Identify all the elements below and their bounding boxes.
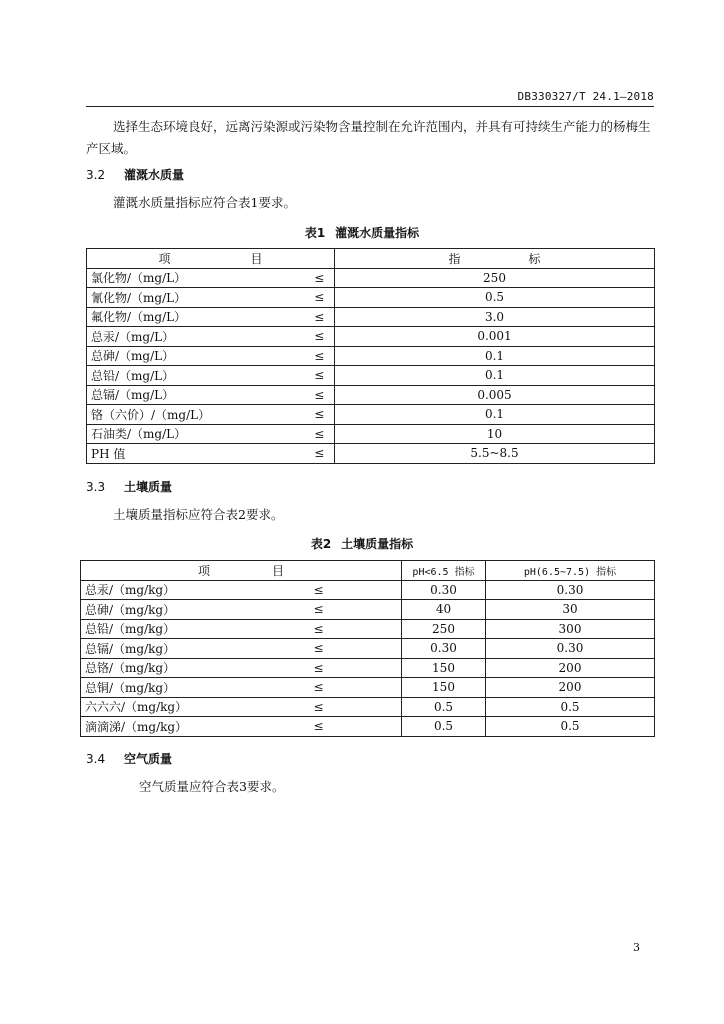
section-title: 灌溉水质量 — [124, 168, 185, 182]
item-header: 项 目 — [87, 249, 335, 269]
operator-cell: ≤ — [305, 424, 335, 444]
table-row — [81, 639, 655, 659]
table-header-row — [81, 561, 655, 581]
operator-cell: ≤ — [305, 366, 335, 386]
ph-low-value-cell: 250 — [402, 619, 486, 639]
item-cell: 总砷/（mg/L） — [87, 346, 305, 366]
operator-cell: ≤ — [305, 346, 335, 366]
ph-mid-value-cell: 200 — [486, 658, 655, 678]
table-title: 灌溉水质量指标 — [335, 226, 420, 240]
section-title: 空气质量 — [124, 752, 173, 766]
table2-caption — [0, 535, 724, 552]
table-row — [87, 327, 655, 347]
page-number: 3 — [633, 941, 640, 954]
table-row — [87, 424, 655, 444]
ph-low-value-cell: 0.30 — [402, 639, 486, 659]
value-cell: 250 — [335, 268, 655, 288]
table-label: 表2 — [310, 537, 332, 551]
operator-cell: ≤ — [305, 327, 335, 347]
ph-mid-value-cell: 0.5 — [486, 717, 655, 737]
soil-quality-table — [80, 560, 655, 737]
section-number: 3.2 — [86, 168, 106, 182]
ph-low-value-cell: 0.5 — [402, 697, 486, 717]
ph-low-value-cell: 0.5 — [402, 717, 486, 737]
item-cell: 总铜/（mg/kg） — [81, 678, 296, 698]
section-heading-3-4 — [86, 750, 172, 767]
ph-mid-value-cell: 300 — [486, 619, 655, 639]
section-number: 3.3 — [86, 480, 106, 494]
table-row — [81, 658, 655, 678]
value-cell: 0.001 — [335, 327, 655, 347]
item-cell: 总砷/（mg/kg） — [81, 600, 296, 620]
value-cell: 0.5 — [335, 288, 655, 308]
value-header: 指 标 — [335, 249, 655, 269]
section-heading-3-2 — [86, 166, 184, 183]
ph-mid-value-cell: 0.30 — [486, 580, 655, 600]
operator-cell: ≤ — [305, 268, 335, 288]
operator-cell: ≤ — [296, 717, 402, 737]
value-cell: 5.5~8.5 — [335, 444, 655, 464]
value-cell: 0.1 — [335, 346, 655, 366]
header-rule — [86, 106, 654, 107]
table-row — [87, 366, 655, 386]
section-heading-3-3 — [86, 478, 172, 495]
section-3-2-body: 灌溉水质量指标应符合表1要求。 — [113, 195, 296, 210]
value-cell: 3.0 — [335, 307, 655, 327]
table-row — [87, 288, 655, 308]
table-row — [81, 717, 655, 737]
ph-mid-value-cell: 0.30 — [486, 639, 655, 659]
table-header-row — [87, 249, 655, 269]
section-3-3-body: 土壤质量指标应符合表2要求。 — [113, 507, 284, 522]
value-cell: 10 — [335, 424, 655, 444]
operator-cell: ≤ — [305, 444, 335, 464]
operator-cell: ≤ — [296, 619, 402, 639]
irrigation-water-table — [86, 248, 655, 464]
ph-low-value-cell: 0.30 — [402, 580, 486, 600]
item-cell: 氰化物/（mg/L） — [87, 288, 305, 308]
value-cell: 0.1 — [335, 366, 655, 386]
ph-mid-value-cell: 30 — [486, 600, 655, 620]
table-title: 土壤质量指标 — [341, 537, 414, 551]
ph-low-value-cell: 40 — [402, 600, 486, 620]
section-title: 土壤质量 — [124, 480, 173, 494]
ph-low-header: pH<6.5 指标 — [402, 561, 486, 581]
item-cell: 总汞/（mg/L） — [87, 327, 305, 347]
item-cell: 总镉/（mg/kg） — [81, 639, 296, 659]
ph-mid-value-cell: 200 — [486, 678, 655, 698]
section-3-4-body: 空气质量应符合表3要求。 — [139, 779, 285, 794]
ph-mid-value-cell: 0.5 — [486, 697, 655, 717]
item-cell: 总铅/（mg/L） — [87, 366, 305, 386]
table-row — [87, 444, 655, 464]
table-row — [87, 307, 655, 327]
operator-cell: ≤ — [305, 405, 335, 425]
item-cell: 总镉/（mg/L） — [87, 385, 305, 405]
ph-low-value-cell: 150 — [402, 678, 486, 698]
item-cell: 石油类/（mg/L） — [87, 424, 305, 444]
item-cell: 氯化物/（mg/L） — [87, 268, 305, 288]
item-cell: 氟化物/（mg/L） — [87, 307, 305, 327]
operator-cell: ≤ — [296, 658, 402, 678]
table-row — [81, 580, 655, 600]
value-cell: 0.1 — [335, 405, 655, 425]
item-cell: 总汞/（mg/kg） — [81, 580, 296, 600]
table-row — [81, 678, 655, 698]
item-cell: 滴滴涕/（mg/kg） — [81, 717, 296, 737]
item-cell: 总铬/（mg/kg） — [81, 658, 296, 678]
item-cell: 铬（六价）/（mg/L） — [87, 405, 305, 425]
table-row — [81, 619, 655, 639]
table-row — [87, 405, 655, 425]
ph-mid-header: pH(6.5~7.5) 指标 — [486, 561, 655, 581]
operator-cell: ≤ — [305, 288, 335, 308]
operator-cell: ≤ — [305, 307, 335, 327]
item-cell: 六六六/（mg/kg） — [81, 697, 296, 717]
table-row — [87, 346, 655, 366]
table-row — [81, 600, 655, 620]
table-row — [87, 268, 655, 288]
item-header: 项 目 — [81, 561, 402, 581]
operator-cell: ≤ — [296, 697, 402, 717]
operator-cell: ≤ — [305, 385, 335, 405]
item-cell: 总铅/（mg/kg） — [81, 619, 296, 639]
operator-cell: ≤ — [296, 639, 402, 659]
table-label: 表1 — [304, 226, 326, 240]
table-row — [87, 385, 655, 405]
operator-cell: ≤ — [296, 600, 402, 620]
table1-caption — [0, 224, 724, 241]
table-row — [81, 697, 655, 717]
intro-paragraph: 选择生态环境良好，远离污染源或污染物含量控制在允许范围内，并具有可持续生产能力的杨梅生产区域。 — [86, 119, 651, 156]
ph-low-value-cell: 150 — [402, 658, 486, 678]
document-code: DB330327/T 24.1—2018 — [517, 90, 654, 103]
item-cell: PH 值 — [87, 444, 305, 464]
section-number: 3.4 — [86, 752, 106, 766]
operator-cell: ≤ — [296, 678, 402, 698]
operator-cell: ≤ — [296, 580, 402, 600]
value-cell: 0.005 — [335, 385, 655, 405]
